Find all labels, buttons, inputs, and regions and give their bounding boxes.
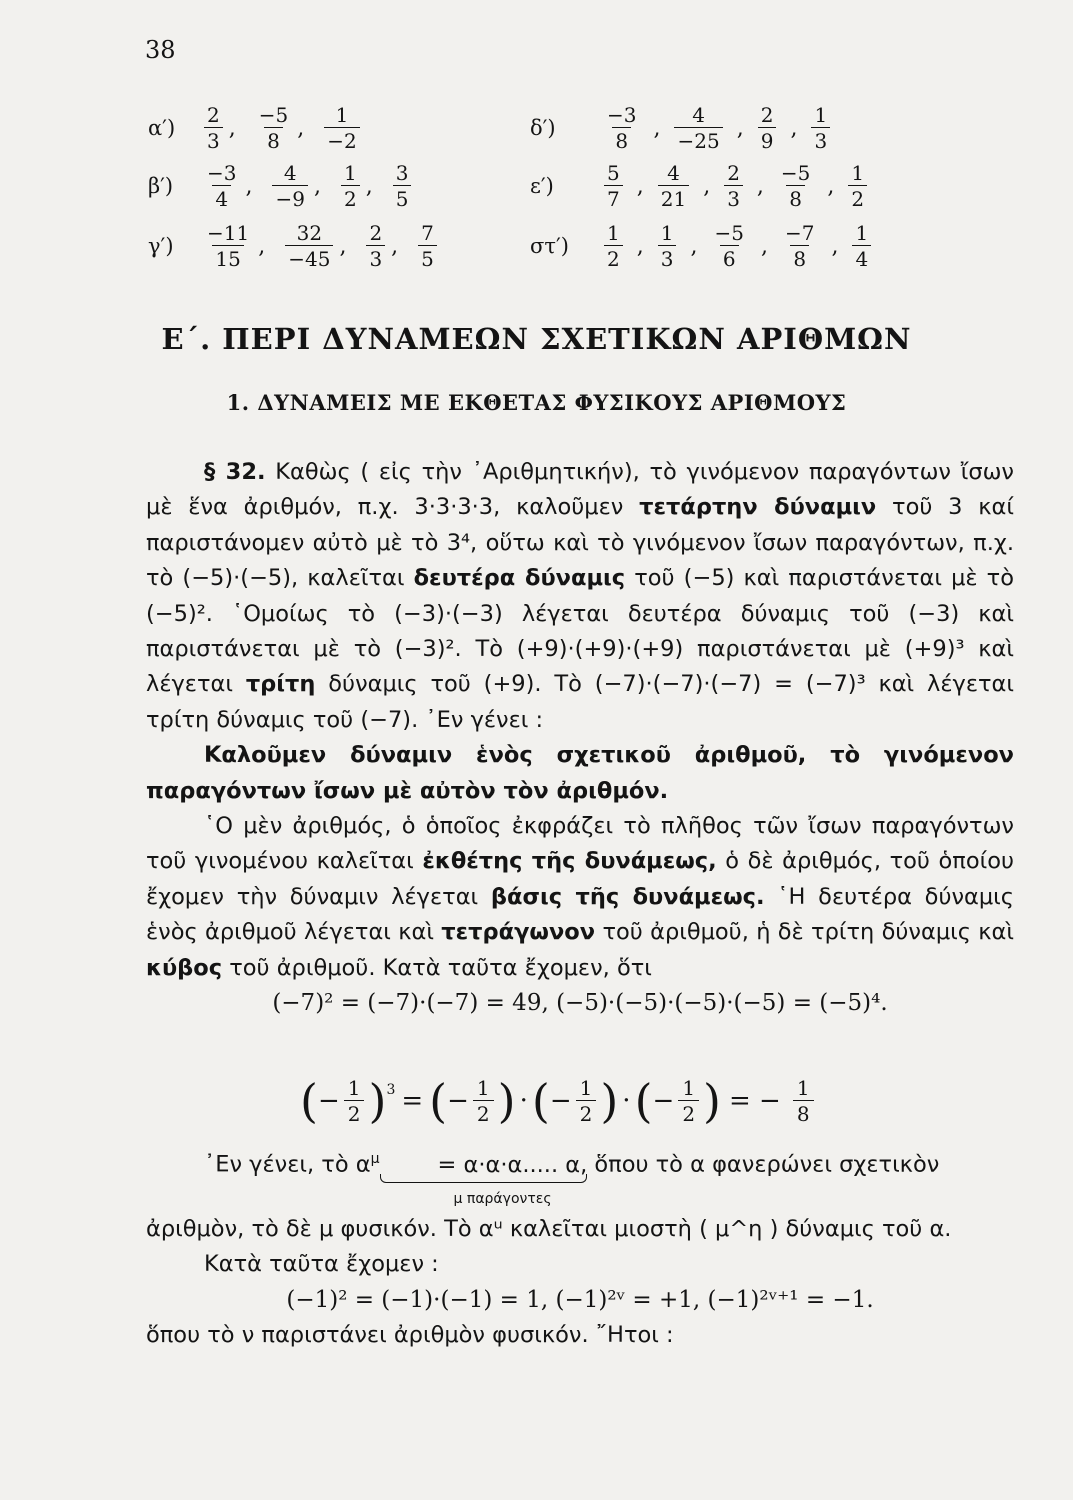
fraction bbox=[658, 163, 689, 209]
term-second-power: δευτέρα δύναμις bbox=[413, 565, 626, 592]
denominator: 7 bbox=[604, 185, 623, 209]
denominator: 2 bbox=[341, 185, 360, 209]
fraction bbox=[204, 223, 252, 269]
numerator: 4 bbox=[667, 161, 680, 185]
paragraph-where: ὅπου τὸ ν παριστάνει ἀριθμὸν φυσικόν. ῎Ητοι : bbox=[146, 1322, 674, 1349]
fraction bbox=[393, 163, 412, 209]
text-span: ὁ δὲ ἀριθμός, τοῦ ὁποίου ἔχομεν τὴν δύναμιν λέγεται bbox=[146, 848, 1014, 910]
minus-sign: − bbox=[652, 1086, 675, 1116]
numerator: 1 bbox=[660, 221, 674, 245]
section-title: Ε΄. ΠΕΡΙ ΔΥΝΑΜΕΩΝ ΣΧΕΤΙΚΩΝ ΑΡΙΘΜΩΝ bbox=[161, 322, 912, 356]
numerator: 1 bbox=[855, 221, 869, 245]
numerator: 2 bbox=[207, 103, 220, 127]
paragraph-general bbox=[146, 1142, 1014, 1354]
numerator: 5 bbox=[607, 161, 620, 185]
equation-2: ( − $\frac{1}{2}$ ) $^3$ = ( − $\frac{1}{2}$ ) · ( − $\frac{1}{2}$ ) · ( − $\frac{1}{2}$ ) = − $\frac{1}{8}$ bbox=[300, 1078, 818, 1124]
paragraph-mu-power: ἀριθμὸν, τὸ δὲ μ φυσικόν. Τὸ αᵘ καλεῖται μιοστὴ ( μ^η ) δύναμις τοῦ α. bbox=[146, 1216, 952, 1242]
denominator: 8 bbox=[264, 127, 283, 151]
denominator: 6 bbox=[720, 245, 739, 269]
fraction bbox=[418, 223, 437, 269]
term-base: βάσις τῆς δυνάμεως. bbox=[490, 883, 765, 910]
fraction bbox=[285, 223, 333, 269]
comma: , bbox=[636, 173, 644, 199]
text-span: ῾Ο μὲν ἀριθμός, ὁ ὁποῖος ἐκφράζει τὸ πλῆθος τῶν ἴσων παραγόντων τοῦ γινομένου καλεῖται bbox=[146, 813, 1014, 875]
denominator: 4 bbox=[212, 185, 231, 209]
fraction bbox=[758, 105, 777, 151]
fraction bbox=[204, 105, 223, 151]
denominator: 2 bbox=[576, 1100, 597, 1124]
equals-sign: = bbox=[401, 1086, 424, 1116]
minus-sign: − bbox=[549, 1086, 572, 1116]
brace-label: μ παράγοντες bbox=[453, 1190, 552, 1207]
comma: , bbox=[756, 173, 764, 199]
denominator: 3 bbox=[811, 127, 830, 151]
comma: , bbox=[313, 173, 321, 199]
comma: , bbox=[790, 115, 798, 141]
fraction bbox=[341, 163, 360, 209]
fraction bbox=[324, 105, 359, 151]
comma: , bbox=[228, 115, 236, 141]
paragraph-intro bbox=[146, 455, 1014, 1022]
dot-operator: · bbox=[519, 1086, 528, 1116]
numerator: −11 bbox=[207, 221, 250, 245]
denominator: 8 bbox=[786, 185, 805, 209]
denominator: 3 bbox=[724, 185, 743, 209]
dot-operator: · bbox=[622, 1086, 631, 1116]
text-span: τοῦ ἀριθμοῦ, ἡ δὲ τρίτη δύναμις καὶ bbox=[595, 919, 1014, 946]
fraction bbox=[658, 223, 677, 269]
section-marker: § 32. bbox=[204, 459, 266, 485]
numerator: 1 bbox=[343, 161, 357, 185]
text-span: δύναμις τοῦ (+9). Τὸ (−7)·(−7)·(−7) = (−7)³ καὶ λέγεται τρίτη δύναμις τοῦ (−7). ᾿Εν γένει : bbox=[146, 671, 1014, 733]
denominator: −9 bbox=[272, 185, 307, 209]
fraction bbox=[724, 163, 743, 209]
numerator: −3 bbox=[607, 103, 637, 127]
comma: , bbox=[703, 173, 711, 199]
numerator: 1 bbox=[851, 161, 865, 185]
numerator: −5 bbox=[714, 221, 744, 245]
paragraph-accordingly: Κατὰ ταῦτα ἔχομεν : bbox=[204, 1251, 439, 1278]
comma: , bbox=[297, 115, 305, 141]
numerator: 2 bbox=[369, 221, 383, 245]
denominator: 8 bbox=[793, 1100, 814, 1124]
text-span: ῾Η δευτέρα δύναμις ἑνὸς ἀριθμοῦ λέγεται καὶ bbox=[146, 883, 1014, 946]
comma: , bbox=[391, 233, 399, 259]
fraction bbox=[272, 163, 307, 209]
fraction bbox=[604, 223, 623, 269]
exercise-label: ε′) bbox=[530, 174, 554, 198]
denominator: 21 bbox=[658, 185, 689, 209]
equation-3: (−1)² = (−1)·(−1) = 1, (−1)²ᵛ = +1, (−1)²ᵛ⁺¹ = −1. bbox=[286, 1286, 874, 1313]
exercise-label: στ′) bbox=[530, 234, 569, 258]
fraction bbox=[778, 163, 813, 209]
numerator: −3 bbox=[207, 161, 237, 185]
text-span: τοῦ 3 καί παριστάνομεν αὐτὸ μὲ τὸ 3⁴, οὕτω καὶ τὸ γινόμενον ἴσων παραγόντων, π.χ. τὸ (−5)·(−5), καλεῖται bbox=[146, 494, 1015, 592]
exercise-label: β′) bbox=[148, 174, 174, 198]
denominator: 5 bbox=[418, 245, 437, 269]
fraction bbox=[674, 105, 722, 151]
numerator: 1 bbox=[579, 1076, 593, 1100]
text-span: ὅπου τὸ α φανερώνει σχετικὸν bbox=[587, 1151, 940, 1178]
fraction bbox=[366, 223, 385, 269]
denominator: −45 bbox=[285, 245, 333, 269]
exponent: 3 bbox=[386, 1082, 396, 1098]
subsection-title: 1. ΔΥΝΑΜΕΙΣ ΜΕ ΕΚΘΕΤΑΣ ΦΥΣΙΚΟΥΣ ΑΡΙΘΜΟΥΣ bbox=[226, 390, 847, 415]
fraction bbox=[811, 105, 830, 151]
denominator: 2 bbox=[604, 245, 623, 269]
denominator: 8 bbox=[612, 127, 631, 151]
numerator: 2 bbox=[760, 103, 774, 127]
denominator: 2 bbox=[678, 1100, 699, 1124]
denominator: 3 bbox=[204, 127, 223, 151]
product-expression: = α·α·α..... α, bbox=[437, 1151, 588, 1178]
exponent-mu: μ bbox=[370, 1151, 380, 1167]
comma: , bbox=[736, 115, 744, 141]
term-exponent: ἐκθέτης τῆς δυνάμεως, bbox=[422, 848, 717, 875]
minus-sign: − bbox=[447, 1086, 469, 1116]
comma: , bbox=[690, 233, 698, 259]
comma: , bbox=[653, 115, 661, 141]
term-third: τρίτη bbox=[245, 671, 316, 698]
comma: , bbox=[827, 173, 835, 199]
denominator: 9 bbox=[758, 127, 777, 151]
underbrace bbox=[380, 1148, 588, 1207]
fraction bbox=[604, 163, 623, 209]
text-span: Καθὼς ( εἰς τὴν ᾿Αριθμητικήν), τὸ γινόμενον παραγόντων ἴσων μὲ ἕνα ἀριθμόν, π.χ. 3·3·3·3, καλοῦμεν bbox=[146, 459, 1015, 521]
denominator: 5 bbox=[393, 185, 412, 209]
numerator: 1 bbox=[347, 1076, 361, 1100]
numerator: 4 bbox=[283, 161, 297, 185]
term-cube: κύβος bbox=[146, 954, 223, 981]
comma: , bbox=[636, 233, 644, 259]
comma: , bbox=[365, 173, 373, 199]
denominator: 2 bbox=[848, 185, 867, 209]
fraction bbox=[204, 163, 239, 209]
numerator: 4 bbox=[692, 103, 705, 127]
fraction bbox=[852, 223, 871, 269]
denominator: 3 bbox=[366, 245, 385, 269]
exercise-row bbox=[148, 98, 828, 158]
exercise-label: α′) bbox=[148, 116, 176, 140]
numerator: 3 bbox=[395, 161, 409, 185]
term-fourth-power: τετάρτην δύναμιν bbox=[639, 494, 877, 521]
denominator: 15 bbox=[212, 245, 243, 269]
denominator: −25 bbox=[674, 127, 722, 151]
numerator: 1 bbox=[814, 103, 828, 127]
numerator: 32 bbox=[296, 221, 323, 245]
text-span: τοῦ ἀριθμοῦ. Κατὰ ταῦτα ἔχομεν, ὅτι bbox=[222, 954, 652, 981]
numerator: 1 bbox=[796, 1076, 810, 1100]
denominator: 2 bbox=[473, 1100, 494, 1124]
equation-1: (−7)² = (−7)·(−7) = 49, (−5)·(−5)·(−5)·(−5) = (−5)⁴. bbox=[272, 990, 888, 1017]
text-span: ᾿Εν γένει, τὸ α bbox=[204, 1151, 371, 1178]
definition: Καλοῦμεν δύναμιν ἑνὸς σχετικοῦ ἀριθμοῦ, τὸ γινόμενον παραγόντων ἴσων μὲ αὐτὸν τὸν ἀριθμόν. bbox=[146, 742, 1014, 804]
text-span: τοῦ (−5) καὶ παριστάνεται μὲ τὸ (−5)². ῾Ομοίως τὸ (−3)·(−3) λέγεται δευτέρα δύναμις τοῦ (−3) καὶ παριστάνεται μὲ τὸ (−3)². Τὸ (+9)·(+9)·(+9) παριστάνεται μὲ (+9)³ καὶ λέγεται bbox=[146, 565, 1014, 698]
fraction bbox=[848, 163, 867, 209]
numerator: 1 bbox=[335, 103, 349, 127]
numerator: 1 bbox=[682, 1076, 696, 1100]
numerator: 1 bbox=[476, 1076, 490, 1100]
numerator: −5 bbox=[780, 161, 811, 185]
numerator: 2 bbox=[727, 161, 740, 185]
denominator: 4 bbox=[852, 245, 871, 269]
exercise-row bbox=[148, 216, 869, 276]
denominator: 8 bbox=[790, 245, 809, 269]
fraction bbox=[256, 105, 291, 151]
result-sign: = − bbox=[729, 1086, 781, 1116]
comma: , bbox=[831, 233, 839, 259]
fraction bbox=[711, 223, 746, 269]
numerator: −7 bbox=[784, 221, 815, 245]
fraction bbox=[782, 223, 817, 269]
denominator: 2 bbox=[344, 1100, 365, 1124]
numerator: 1 bbox=[607, 221, 620, 245]
fraction bbox=[604, 105, 639, 151]
numerator: 7 bbox=[421, 221, 434, 245]
denominator: −2 bbox=[324, 127, 359, 151]
exercise-label: δ′) bbox=[530, 116, 556, 140]
numerator: −5 bbox=[258, 103, 289, 127]
comma: , bbox=[258, 233, 266, 259]
denominator: 3 bbox=[658, 245, 677, 269]
exercise-label: γ′) bbox=[148, 234, 174, 258]
term-square: τετράγωνον bbox=[441, 919, 596, 946]
page-number: 38 bbox=[145, 36, 176, 64]
comma: , bbox=[339, 233, 347, 259]
comma: , bbox=[245, 173, 253, 199]
minus-sign: − bbox=[317, 1086, 340, 1116]
exercise-row bbox=[148, 156, 865, 216]
comma: , bbox=[760, 233, 768, 259]
